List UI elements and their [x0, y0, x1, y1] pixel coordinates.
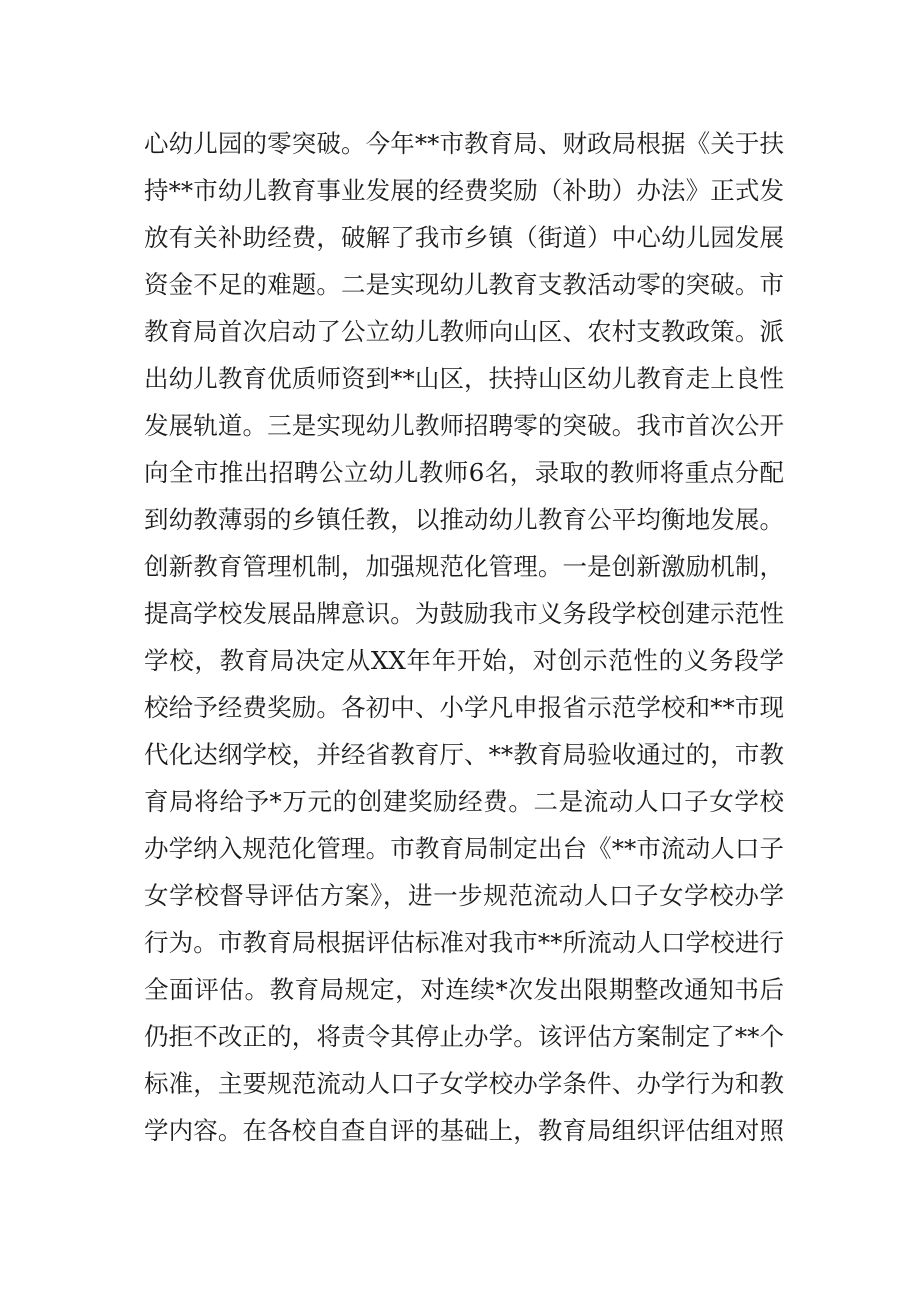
- body-paragraph: [144, 120, 784, 1154]
- text-line: 学内容。在各校自查自评的基础上，教育局组织评估组对照: [144, 1116, 784, 1145]
- text-line: 校给予经费奖励。各初中、小学凡申报省示范学校和**市现: [144, 693, 784, 722]
- text-line: 代化达纲学校，并经省教育厅、**教育局验收通过的，市教: [144, 740, 784, 769]
- text-line: 育局将给予*万元的创建奖励经费。二是流动人口子女学校: [144, 787, 784, 816]
- text-line: 发展轨道。三是实现幼儿教师招聘零的突破。我市首次公开: [144, 411, 784, 440]
- text-line: 行为。市教育局根据评估标准对我市**所流动人口学校进行: [144, 928, 784, 957]
- text-line: 提高学校发展品牌意识。为鼓励我市义务段学校创建示范性: [144, 599, 784, 628]
- text-line: 资金不足的难题。二是实现幼儿教育支教活动零的突破。市: [144, 270, 784, 299]
- text-line: 办学纳入规范化管理。市教育局制定出台《**市流动人口子: [144, 834, 784, 863]
- text-line: 出幼儿教育优质师资到**山区，扶持山区幼儿教育走上良性: [144, 364, 784, 393]
- text-line: 心幼儿园的零突破。今年**市教育局、财政局根据《关于扶: [144, 129, 784, 158]
- text-line: 持**市幼儿教育事业发展的经费奖励（补助）办法》正式发: [144, 176, 784, 205]
- text-line: 全面评估。教育局规定，对连续*次发出限期整改通知书后: [144, 975, 784, 1004]
- text-line: 学校，教育局决定从XX年年开始，对创示范性的义务段学: [144, 646, 784, 675]
- text-line: 仍拒不改正的，将责令其停止办学。该评估方案制定了**个: [144, 1022, 784, 1051]
- text-line: 创新教育管理机制，加强规范化管理。一是创新激励机制，: [144, 552, 784, 581]
- text-line: 标准，主要规范流动人口子女学校办学条件、办学行为和教: [144, 1069, 784, 1098]
- text-line: 向全市推出招聘公立幼儿教师6名，录取的教师将重点分配: [144, 458, 784, 487]
- text-line: 教育局首次启动了公立幼儿教师向山区、农村支教政策。派: [144, 317, 784, 346]
- text-line: 到幼教薄弱的乡镇任教，以推动幼儿教育公平均衡地发展。: [144, 505, 784, 534]
- text-line: 女学校督导评估方案》，进一步规范流动人口子女学校办学: [144, 881, 784, 910]
- text-line: 放有关补助经费，破解了我市乡镇（街道）中心幼儿园发展: [144, 223, 784, 252]
